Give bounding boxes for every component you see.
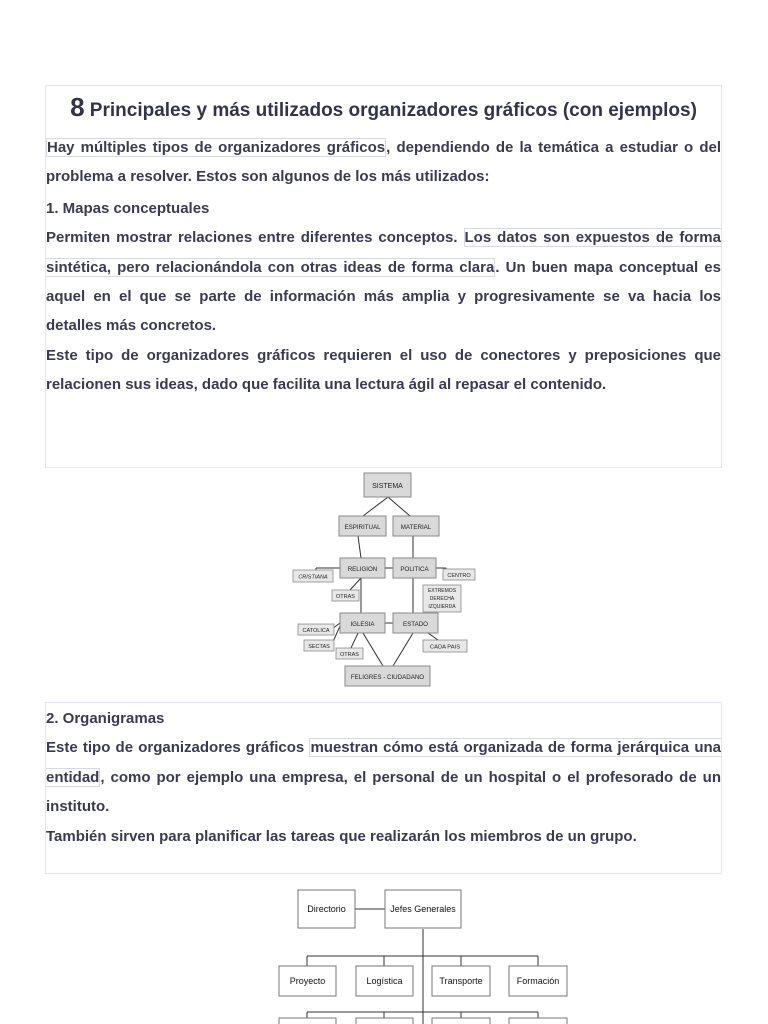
node-extremos bbox=[423, 585, 461, 612]
org-node-row3-1 bbox=[279, 1018, 336, 1024]
section1-heading: 1. Mapas conceptuales bbox=[46, 199, 210, 217]
page-title bbox=[46, 88, 721, 130]
node-centro-label: CENTRO bbox=[447, 573, 471, 579]
org-node-row3-2 bbox=[356, 1018, 413, 1024]
concept-map-figure bbox=[288, 470, 480, 696]
node-politica-label: POLITICA bbox=[400, 566, 429, 573]
org-node-directorio bbox=[298, 890, 355, 928]
section1-paragraph1 bbox=[46, 223, 721, 341]
section1-p1-a: Permiten mostrar relaciones entre diferentes conceptos. bbox=[46, 229, 464, 247]
node-sectas-label: SECTAS bbox=[308, 644, 330, 650]
node-sistema-label: SISTEMA bbox=[372, 483, 403, 490]
node-extremos-label-3: IZQUIERDA bbox=[428, 604, 456, 610]
org-node-logistica-label: Logística bbox=[366, 976, 403, 986]
node-politica bbox=[393, 558, 436, 578]
intro-link[interactable]: Hay múltiples tipos de organizadores gráficos bbox=[47, 139, 386, 156]
article-intro-section bbox=[45, 85, 722, 468]
node-feligres-label: FELIGRES - CIUDADANO bbox=[350, 674, 425, 681]
org-node-jefes-label: Jefes Generales bbox=[390, 904, 456, 914]
node-cristiana-label: CRISTIANA bbox=[298, 574, 328, 581]
node-cada-pais-label: CADA PAIS bbox=[429, 644, 461, 651]
section2-paragraph2: También sirven para planificar las tareas que realizarán los miembros de un grupo. bbox=[46, 827, 637, 845]
node-catolica bbox=[298, 624, 334, 635]
node-espiritual bbox=[339, 516, 386, 536]
section2-link[interactable]: muestran cómo está organizada de forma jerárquica una entidad bbox=[46, 739, 721, 786]
intro-rest: , dependiendo de la temática a estudiar o del problema a resolver. Estos son algunos de los más utilizados: bbox=[46, 139, 721, 186]
section1-link[interactable]: Los datos son expuestos de forma sintética, pero relacionándola con otras ideas de forma clara bbox=[46, 229, 721, 276]
section2-heading: 2. Organigramas bbox=[46, 710, 165, 727]
node-otras-2-label: OTRAS bbox=[340, 652, 359, 658]
org-node-directorio-label: Directorio bbox=[307, 904, 346, 914]
org-node-formacion bbox=[509, 966, 567, 996]
node-extremos-label-2: DERECHA bbox=[429, 596, 455, 602]
org-node-formacion-label: Formación bbox=[516, 976, 560, 986]
organigramas-section bbox=[45, 702, 722, 874]
node-centro bbox=[443, 569, 475, 580]
org-node-proyecto bbox=[279, 966, 336, 996]
section1-p1-b: . Un buen mapa conceptual es aquel en el que se parte de información más amplia y progresivamente se va hacia los detalles más concretos. bbox=[46, 258, 721, 335]
node-material bbox=[393, 516, 439, 536]
node-religion bbox=[340, 558, 385, 578]
node-iglesia bbox=[340, 613, 385, 633]
node-otras-1-label: OTRAS bbox=[336, 594, 355, 600]
org-node-transporte bbox=[432, 966, 490, 996]
org-node-logistica bbox=[356, 966, 413, 996]
node-estado-label: ESTADO bbox=[403, 621, 428, 628]
title-number: 8 bbox=[70, 92, 85, 122]
org-node-transporte-label: Transporte bbox=[439, 976, 483, 986]
node-iglesia-label: IGLESIA bbox=[350, 621, 375, 628]
section2-paragraph1 bbox=[46, 733, 721, 821]
node-sectas bbox=[304, 640, 334, 651]
node-otras-2 bbox=[336, 648, 363, 659]
node-otras-1 bbox=[332, 590, 359, 601]
org-node-row3-3 bbox=[432, 1018, 490, 1024]
section2-p1-a: Este tipo de organizadores gráficos bbox=[46, 739, 310, 757]
org-node-proyecto-label: Proyecto bbox=[289, 976, 326, 986]
node-catolica-label: CATOLICA bbox=[302, 628, 330, 634]
node-estado bbox=[393, 613, 438, 633]
node-material-label: MATERIAL bbox=[400, 524, 432, 531]
node-cada-pais bbox=[423, 640, 467, 652]
section1-paragraph2: Este tipo de organizadores gráficos requieren el uso de conectores y preposiciones que relacionen sus ideas, dado que facilita una lectura ágil al repasar el contenido. bbox=[46, 346, 721, 394]
node-cristiana bbox=[293, 570, 333, 582]
node-espiritual-label: ESPIRITUAL bbox=[344, 524, 381, 531]
org-node-jefes bbox=[385, 890, 461, 928]
org-chart-figure bbox=[270, 880, 580, 1024]
node-sistema bbox=[364, 473, 411, 497]
title-text: Principales y más utilizados organizadores gráficos (con ejemplos) bbox=[84, 100, 697, 121]
section2-p1-b: , como por ejemplo una empresa, el personal de un hospital o el profesorado de un instituto. bbox=[46, 768, 721, 816]
node-religion-label: RELIGION bbox=[347, 566, 378, 573]
org-node-row3-4 bbox=[509, 1018, 567, 1024]
node-extremos-label-1: EXTREMOS bbox=[427, 588, 457, 594]
intro-paragraph bbox=[46, 133, 721, 192]
node-feligres bbox=[345, 666, 430, 686]
